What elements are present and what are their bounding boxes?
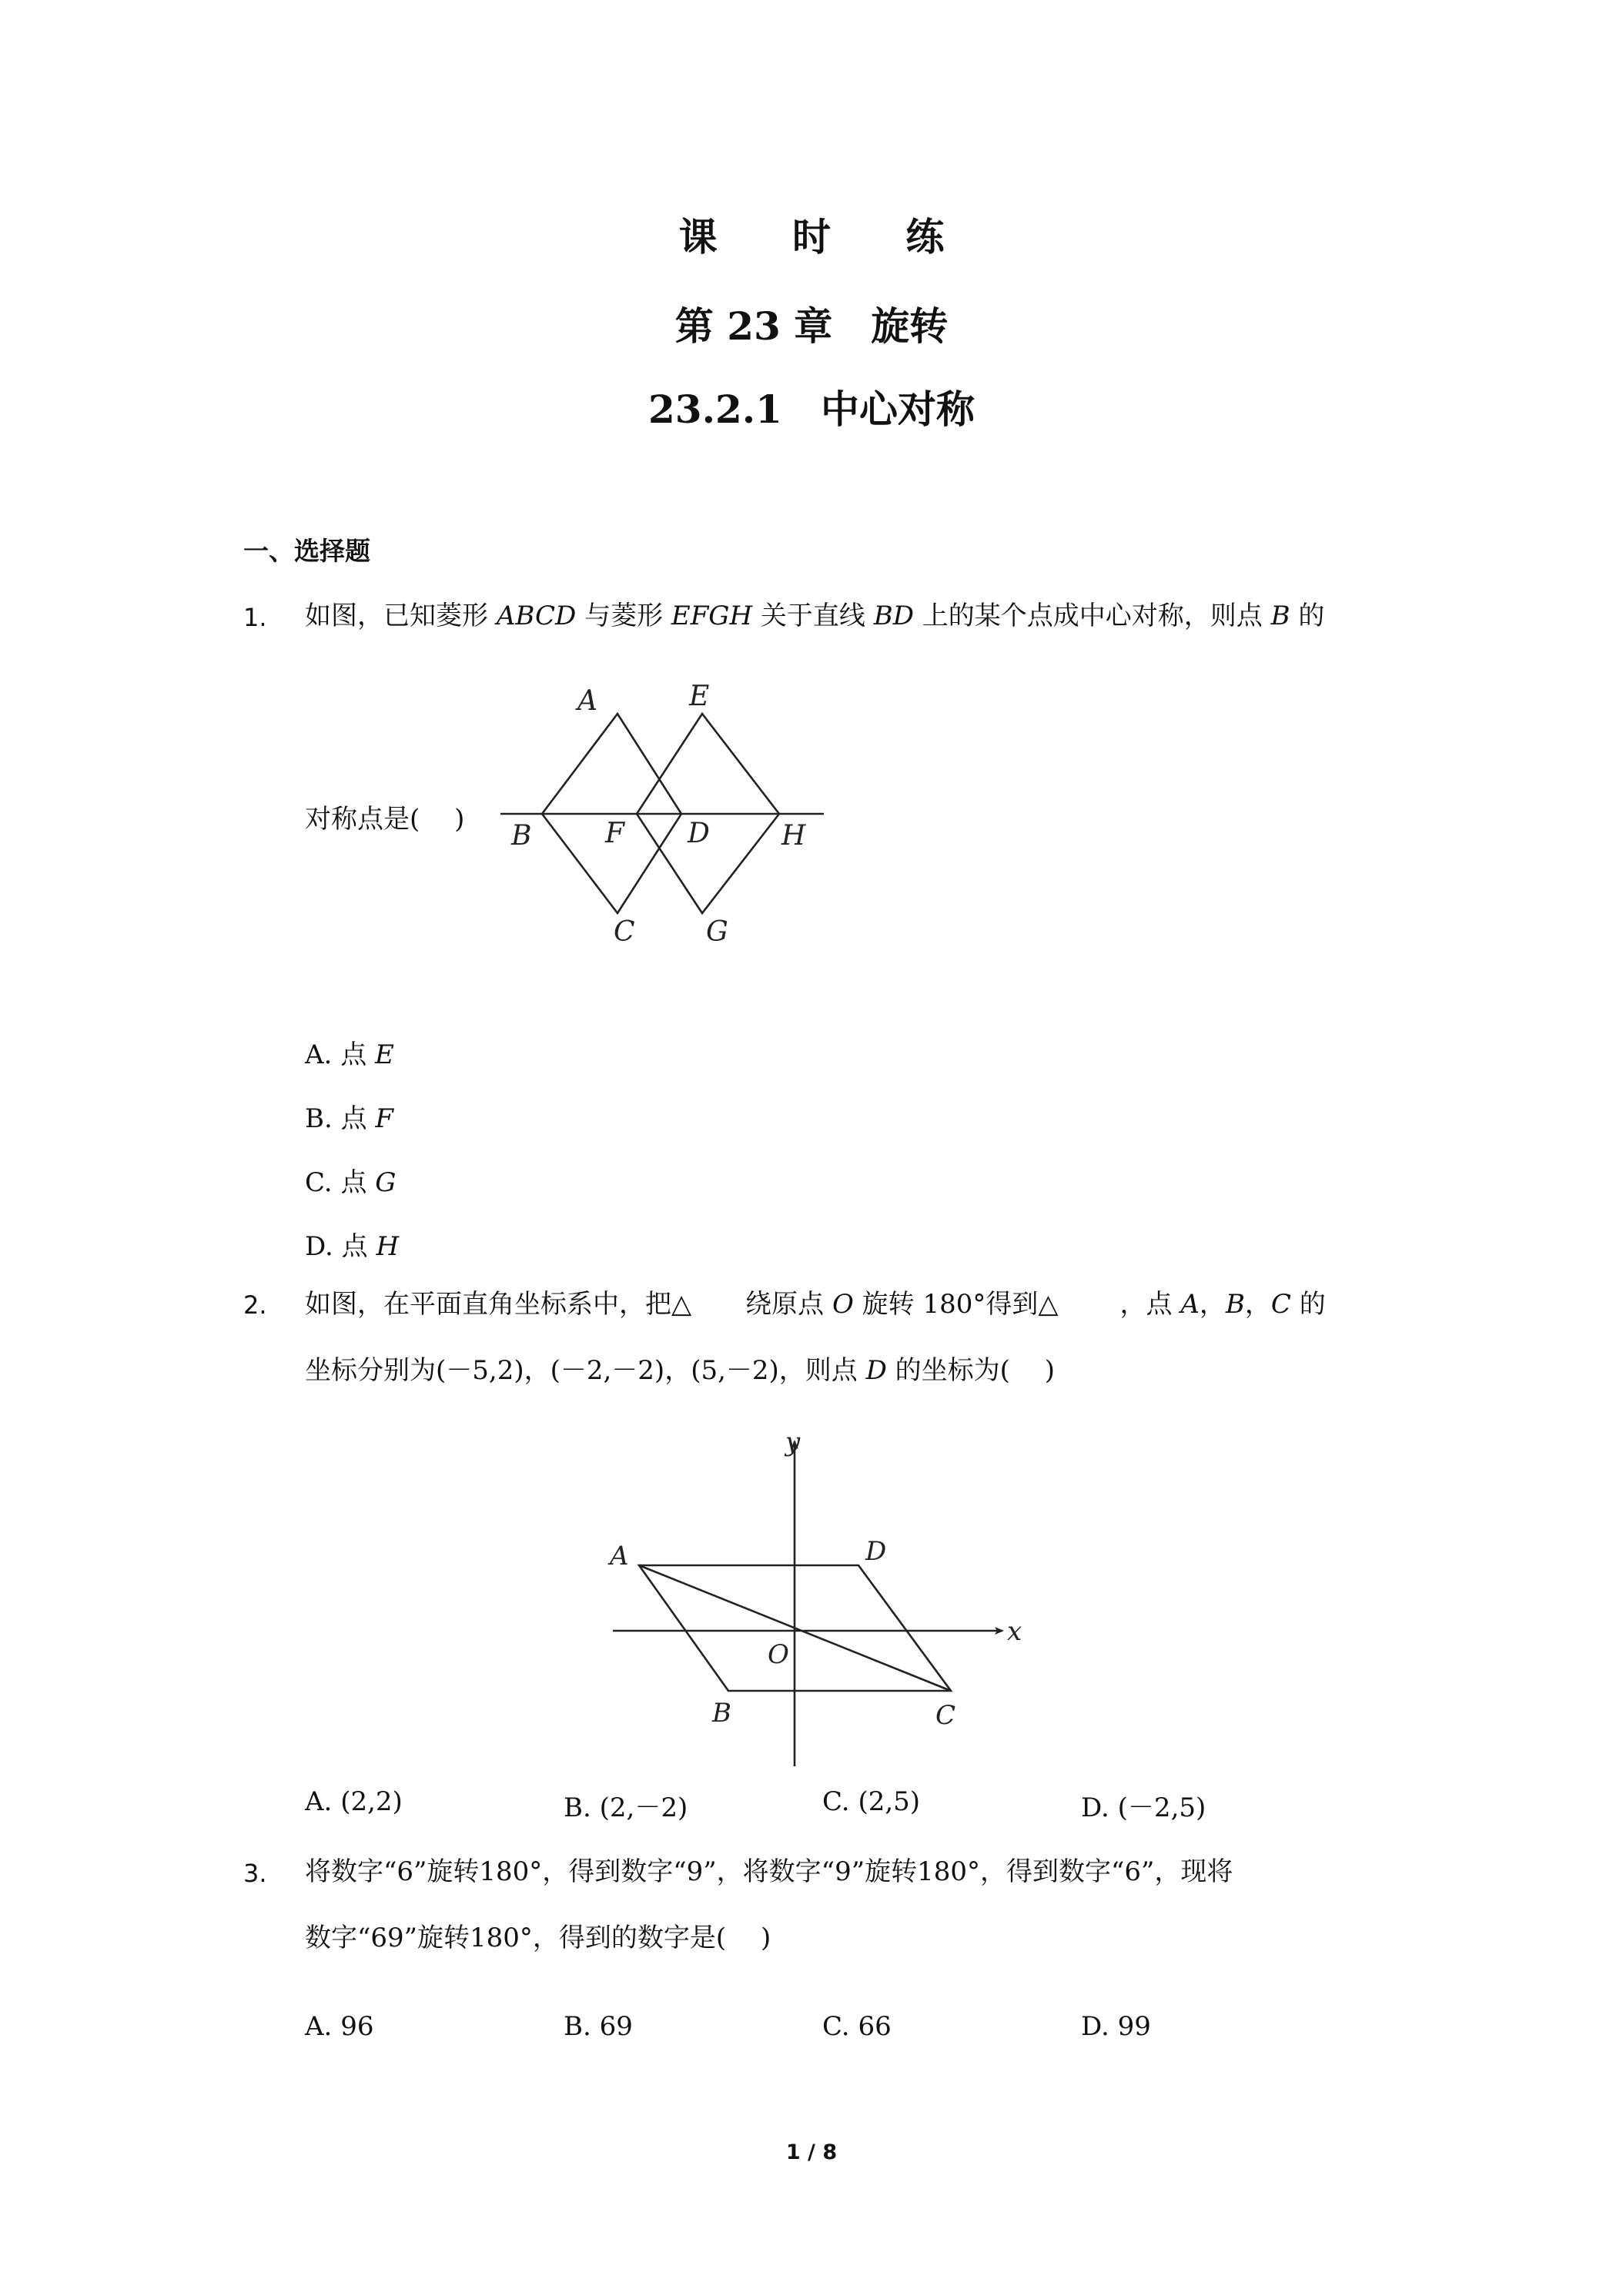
- q2-var-b: B: [1225, 1289, 1245, 1320]
- q2-figure: [601, 1424, 1032, 1771]
- q1-option-c[interactable]: [305, 1161, 396, 1199]
- part-heading: 一、选择题: [243, 536, 370, 566]
- q1-option-d-var: H: [376, 1231, 400, 1262]
- q2-option-c-letter: C.: [822, 1786, 850, 1817]
- label-d: D: [865, 1536, 887, 1567]
- q2-option-a-letter: A.: [305, 1786, 333, 1817]
- q1-option-b-var: F: [375, 1103, 394, 1134]
- q1-option-c-text: 点: [340, 1167, 367, 1198]
- q1-option-a-letter: A.: [305, 1039, 333, 1070]
- q3-option-a[interactable]: [305, 2011, 373, 2042]
- label-c: C: [614, 916, 635, 948]
- q1-continuation: 对称点是( ): [305, 804, 465, 835]
- page-number: 1 / 8: [785, 2140, 838, 2164]
- label-a: A: [577, 685, 597, 717]
- q2-var-o: O: [832, 1289, 854, 1320]
- q2-option-a-text: (2,2): [340, 1786, 403, 1817]
- q2-option-b-letter: B.: [564, 1792, 591, 1823]
- q3-option-d-text: 99: [1117, 2011, 1151, 2042]
- q2-option-d-letter: D.: [1081, 1792, 1109, 1823]
- q2-option-c-text: (2,5): [858, 1786, 921, 1817]
- q1-option-d[interactable]: [305, 1225, 399, 1263]
- q3-option-b-letter: B.: [564, 2011, 591, 2042]
- label-b: B: [511, 820, 532, 852]
- q2-line1-e: 的: [1290, 1289, 1326, 1320]
- q1-option-b-letter: B.: [305, 1103, 333, 1134]
- q3-line1: 将数字“6”旋转180°，得到数字“9”，将数字“9”旋转180°，得到数字“6”，现将: [305, 1856, 1233, 1887]
- q3-option-c[interactable]: [822, 2011, 892, 2042]
- q2-line1-a: 如图，在平面直角坐标系中，把△: [305, 1289, 692, 1320]
- q3-option-a-text: 96: [340, 2011, 374, 2042]
- q2-line2-b: 的坐标为( ): [886, 1355, 1056, 1386]
- q1-option-a-var: E: [375, 1039, 394, 1070]
- q3-option-a-letter: A.: [305, 2011, 333, 2042]
- q2-var-d: D: [865, 1355, 887, 1386]
- label-g: G: [706, 916, 728, 948]
- q2-var-c: C: [1270, 1289, 1291, 1320]
- q1-text: [305, 585, 1324, 647]
- document-title: 课 时 练: [678, 214, 975, 259]
- label-f: F: [605, 818, 624, 849]
- q2-sep1: ，: [1199, 1289, 1226, 1320]
- q1-text-mid1: 与菱形: [576, 601, 671, 631]
- q1-option-a[interactable]: [305, 1033, 394, 1071]
- label-y: y: [785, 1427, 801, 1458]
- q1-text-mid2: 关于直线: [752, 601, 874, 631]
- q3-line2: 数字“69”旋转180°，得到的数字是( ): [305, 1923, 771, 1953]
- q2-line1: [305, 1274, 1326, 1335]
- q3-option-c-letter: C.: [822, 2011, 850, 2042]
- q1-var-abcd: ABCD: [496, 601, 577, 631]
- q1-text-mid3: 上的某个点成中心对称，则点: [914, 601, 1271, 631]
- q2-line1-d: ，点: [1119, 1289, 1181, 1320]
- q2-option-a[interactable]: [305, 1786, 403, 1817]
- section-title: 23.2.1 中心对称: [648, 387, 975, 432]
- q2-line1-b: 绕原点: [745, 1289, 832, 1320]
- label-o: O: [768, 1639, 789, 1670]
- label-b: B: [712, 1698, 731, 1729]
- q1-option-c-letter: C.: [305, 1167, 333, 1198]
- chapter-title: 第 23 章 旋转: [674, 303, 949, 349]
- q1-var-bd: BD: [873, 601, 914, 631]
- q1-option-b[interactable]: [305, 1097, 393, 1135]
- q2-option-c[interactable]: [822, 1786, 920, 1817]
- q1-text-end: 的: [1290, 601, 1325, 631]
- q1-option-c-var: G: [375, 1167, 397, 1198]
- q2-sep2: ，: [1244, 1289, 1271, 1320]
- q2-line1-c: 旋转 180°得到△: [853, 1289, 1059, 1320]
- label-a: A: [610, 1541, 629, 1571]
- label-h: H: [781, 820, 806, 852]
- q3-option-b-text: 69: [599, 2011, 633, 2042]
- label-c: C: [935, 1700, 956, 1731]
- q2-number: 2.: [243, 1290, 267, 1320]
- q3-option-c-text: 66: [858, 2011, 892, 2042]
- q2-var-a: A: [1180, 1289, 1200, 1320]
- q2-option-d-text: (－2,5): [1117, 1792, 1206, 1823]
- q1-option-b-text: 点: [340, 1103, 367, 1134]
- label-x: x: [1007, 1616, 1022, 1647]
- q3-number: 3.: [243, 1859, 267, 1888]
- q2-option-b-text: (2,－2): [599, 1792, 688, 1823]
- q1-figure: [485, 670, 839, 955]
- q1-option-a-text: 点: [340, 1039, 367, 1070]
- q1-text-pre: 如图，已知菱形: [305, 601, 497, 631]
- label-e: E: [689, 681, 710, 712]
- q1-option-d-text: 点: [341, 1231, 368, 1262]
- q1-var-b: B: [1270, 601, 1290, 631]
- q2-option-d[interactable]: [1081, 1786, 1206, 1824]
- q2-line2-a: 坐标分别为(－5,2)，(－2,－2)，(5,－2)，则点: [305, 1355, 866, 1386]
- q3-option-d[interactable]: [1081, 2011, 1151, 2042]
- q3-option-b[interactable]: [564, 2011, 633, 2042]
- q2-option-b[interactable]: [564, 1786, 688, 1824]
- q3-option-d-letter: D.: [1081, 2011, 1109, 2042]
- label-d: D: [688, 818, 710, 849]
- q2-line2: [305, 1340, 1055, 1401]
- q1-option-d-letter: D.: [305, 1231, 333, 1262]
- q1-var-efgh: EFGH: [671, 601, 753, 631]
- q1-number: 1.: [243, 603, 267, 632]
